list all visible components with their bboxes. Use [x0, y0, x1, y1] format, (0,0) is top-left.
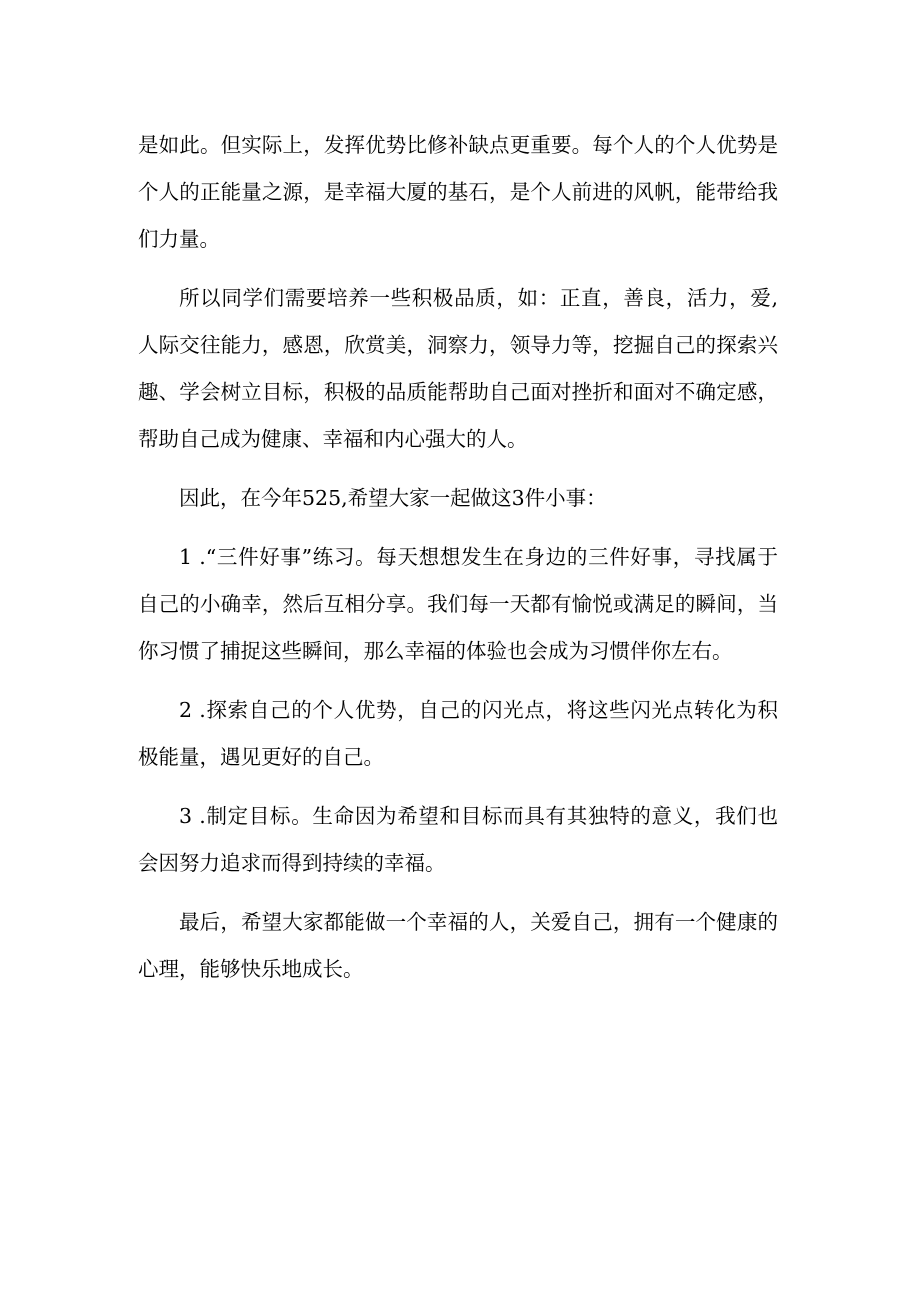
list-item-set-goals: 3 .制定目标。生命因为希望和目标而具有其独特的意义，我们也会因努力追求而得到持续的幸福。	[138, 804, 778, 875]
paragraph-continuation: 是如此。但实际上，发挥优势比修补缺点更重要。每个人的个人优势是个人的正能量之源，是幸福大厦的基石，是个人前进的风帆，能带给我们力量。	[138, 133, 778, 251]
document-body	[138, 122, 778, 1005]
list-item-personal-strengths: 2 .探索自己的个人优势，自己的闪光点，将这些闪光点转化为积极能量，遇见更好的自己。	[138, 698, 778, 769]
paragraph-three-things-intro: 因此，在今年525,希望大家一起做这3件小事：	[179, 486, 607, 510]
paragraph-positive-qualities: 所以同学们需要培养一些积极品质，如：正直，善良，活力，爱,人际交往能力，感恩，欣赏美，洞察力，领导力等，挖掘自己的探索兴趣、学会树立目标，积极的品质能帮助自己面对挫折和面对不确定感，帮助自己成为健康、幸福和内心强大的人。	[138, 286, 778, 451]
list-item-three-good-things: 1 .“三件好事”练习。每天想想发生在身边的三件好事，寻找属于自己的小确幸，然后互相分享。我们每一天都有愉悦或满足的瞬间，当你习惯了捕捉这些瞬间，那么幸福的体验也会成为习惯伴你左右。	[138, 545, 778, 663]
paragraph-closing: 最后，希望大家都能做一个幸福的人，关爱自己，拥有一个健康的心理，能够快乐地成长。	[138, 910, 778, 981]
